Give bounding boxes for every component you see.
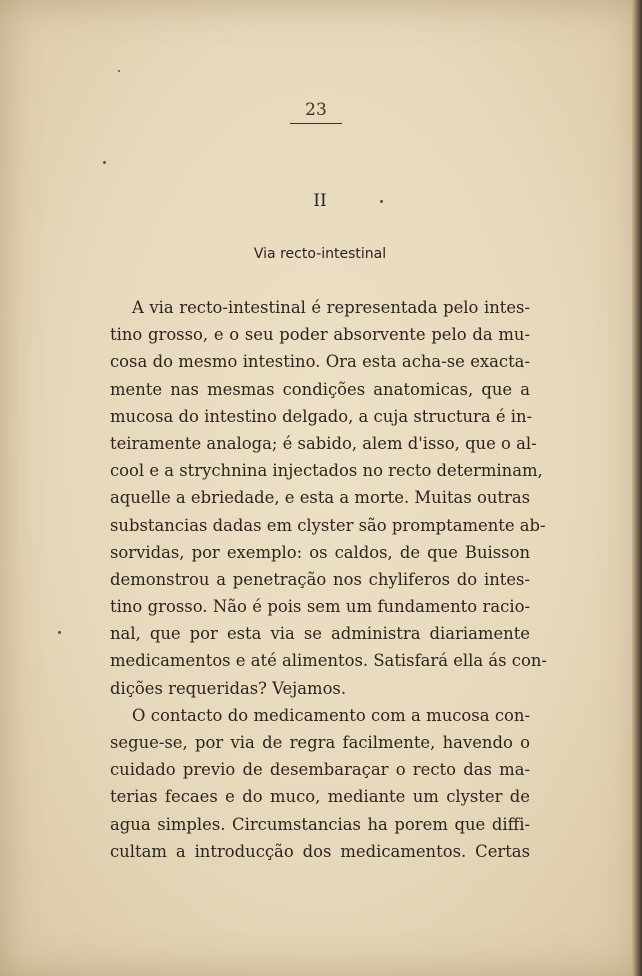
body-text bbox=[110, 294, 547, 865]
text-line: cultam a introducção dos medicamentos. Certas bbox=[110, 841, 530, 861]
page-number: 23 bbox=[290, 100, 342, 124]
text-line: tino grosso, e o seu poder absorvente pelo da mu- bbox=[110, 325, 530, 345]
page-edge bbox=[632, 0, 642, 976]
text-line: nal, que por esta via se administra diariamente bbox=[110, 624, 530, 644]
text-line: sorvidas, por exemplo: os caldos, de que Buisson bbox=[110, 542, 530, 562]
text-line: terias fecaes e do muco, mediante um clyster de bbox=[110, 787, 530, 807]
text-line: aquelle a ebriedade, e esta a morte. Muitas outras bbox=[110, 488, 530, 508]
text-line: A via recto-intestinal é representada pelo intes- bbox=[132, 298, 530, 317]
text-line: agua simples. Circumstancias ha porem que diffi- bbox=[110, 814, 530, 834]
ink-speck bbox=[58, 631, 61, 634]
text-line: cosa do mesmo intestino. Ora esta acha-se exacta- bbox=[110, 352, 530, 372]
paragraph bbox=[110, 702, 530, 865]
ink-speck bbox=[103, 161, 106, 164]
text-line: mucosa do intestino delgado, a cuja structura é in- bbox=[110, 406, 533, 426]
text-line: demonstrou a penetração nos chyliferos do intes- bbox=[110, 569, 530, 589]
section-title: Via recto-intestinal bbox=[253, 246, 387, 262]
text-line: O contacto do medicamento com a mucosa con- bbox=[132, 705, 530, 725]
text-line: tino grosso. Não é pois sem um fundamento racio- bbox=[110, 597, 530, 617]
text-line: substancias dadas em clyster são promptamente ab- bbox=[110, 515, 546, 535]
text-line: cool e a strychnina injectados no recto determinam, bbox=[110, 461, 543, 481]
text-line: segue-se, por via de regra facilmente, havendo o bbox=[110, 733, 530, 752]
ink-speck bbox=[118, 70, 120, 72]
text-line: teiramente analoga; é sabido, alem d'isso, que o al- bbox=[110, 433, 537, 453]
ink-speck bbox=[380, 200, 383, 203]
text-line: cuidado previo de desembaraçar o recto das ma- bbox=[110, 760, 530, 780]
text-line: dições requeridas? Vejamos. bbox=[110, 678, 347, 698]
chapter-heading: II bbox=[313, 191, 327, 211]
paragraph bbox=[110, 294, 547, 702]
text-line: mente nas mesmas condições anatomicas, que a bbox=[110, 379, 530, 399]
text-line: medicamentos e até alimentos. Satisfará ella ás con- bbox=[110, 651, 547, 671]
